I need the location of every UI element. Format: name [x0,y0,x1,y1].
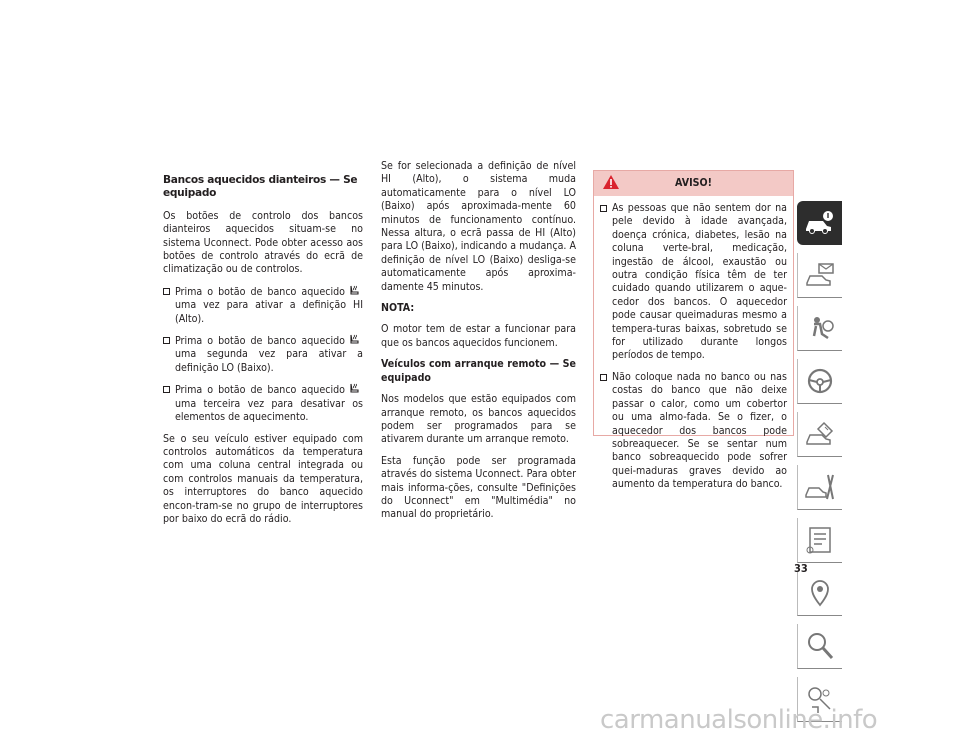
service-car-icon [804,471,836,503]
bullet-item [163,334,363,375]
warning-text: Não coloque nada no banco ou nas costas do banco que não deixe passar o calor, como um cobertor ou uma almo-fada. Se o fizer, o aquecedor dos bancos pode sobreaquecer. Se se sentar num banco sobreaquecido pode sofrer quei-maduras graves devido ao aumento da temperatura do banco. [612,370,787,491]
heated-seat-icon [348,285,360,296]
bullet-text: uma terceira vez para desativar os elementos de aquecimento. [175,397,363,424]
warning-body [594,196,793,492]
heated-seat-icon [348,383,360,394]
left-column [163,170,363,534]
tab-controls[interactable] [797,253,842,298]
bullet-text: Prima o botão de banco aquecido [175,285,345,298]
bullet-square-icon [600,205,607,212]
bullet-item [163,383,363,424]
bullet-text: Prima o botão de banco aquecido [175,384,345,397]
remote-start-paragraph: Nos modelos que estão equipados com arranque remoto, os bancos aquecidos podem ser programados para se ativarem durante um arranque remoto. [381,393,576,446]
warning-item [600,371,787,492]
page-number: 33 [794,562,808,575]
tab-customer-assistance[interactable] [797,624,842,669]
mail-car-icon [804,259,836,291]
warning-box [593,170,794,491]
middle-column [381,160,576,530]
intro-paragraph: Os botões de controlo dos bancos dianteiros aquecidos situam-se no sistema Uconnect. Pode obter acesso aos botões de controlo através do ecrã de climatização ou de controlos. [163,209,363,276]
section-heading: Bancos aquecidos dianteiros — Se equipado [163,174,358,200]
heated-seat-icon [348,334,360,345]
map-pin-icon [804,577,836,609]
tab-driving[interactable] [797,359,842,404]
tab-specifications[interactable] [797,518,842,563]
level-paragraph: Se for selecionada a definição de nível HI (Alto), o sistema muda automaticamente para o nível LO (Baixo) após aproximada-mente 60 minutos de funcionamento contínuo. Nessa altura, o ecrã passa de HI (Alto) para LO (Baixo), indicando a mudança. A definição de nível LO (Baixo) desliga-se automaticamente após aproxima-damente 45 minutos. [381,160,576,293]
bullet-text: uma vez para ativar a definição HI (Alto). [175,299,363,325]
tab-car-info[interactable] [797,201,842,245]
warning-text: As pessoas que não sentem dor na pele devido à idade avançada, doença crónica, diabetes, lesão na coluna verte-bral, medicação, ingestão de álcool, exaustão ou outra condição física têm de ter cuidado quando utilizarem o aque-cedor dos bancos. O aquecedor pode causar queimaduras mesmo a tempera-turas baixas, sobretudo se for utilizado durante longos períodos de tempo. [612,202,787,362]
tab-service[interactable] [797,465,842,510]
bullet-text: uma segunda vez para ativar a definição LO (Baixo). [175,348,363,374]
bullet-square-icon [163,337,170,344]
bullet-square-icon [600,374,607,381]
multimedia-list-icon [804,524,836,556]
airbag-icon [804,312,836,344]
note-text: O motor tem de estar a funcionar para que os bancos aquecidos funcionem. [381,323,576,349]
search-icon [804,630,836,662]
bullet-text: Prima o botão de banco aquecido [175,335,345,348]
bullet-square-icon [163,386,170,393]
tab-safety[interactable] [797,306,842,351]
chapter-tabs [797,201,842,730]
warning-title: AVISO! [675,177,712,189]
uconnect-paragraph: Esta função pode ser programada através do sistema Uconnect. Para obter mais informa-ções, consulte "Definições do Uconnect" em "Multimédia" no manual do proprietário. [381,454,576,521]
car-info-icon [803,207,835,239]
outro-paragraph: Se o seu veículo estiver equipado com controlos automáticos da temperatura com uma coluna central integrada ou com controlos manuais da temperatura, os interruptores do banco aquecido encon-tram-se no grupo de interruptores por baixo do ecrã do rádio. [163,432,363,525]
bullet-item [163,285,363,326]
note-label: NOTA: [381,302,415,315]
warning-header [594,171,793,196]
tab-multimedia[interactable] [797,571,842,616]
crash-car-icon [804,418,836,450]
bullet-square-icon [163,288,170,295]
watermark: carmanualsonline.info [600,705,878,735]
warning-item [600,202,787,363]
steering-wheel-icon [804,365,836,397]
subsection-heading: Veículos com arranque remoto — Se equipado [381,358,576,384]
tab-emergency[interactable] [797,412,842,457]
